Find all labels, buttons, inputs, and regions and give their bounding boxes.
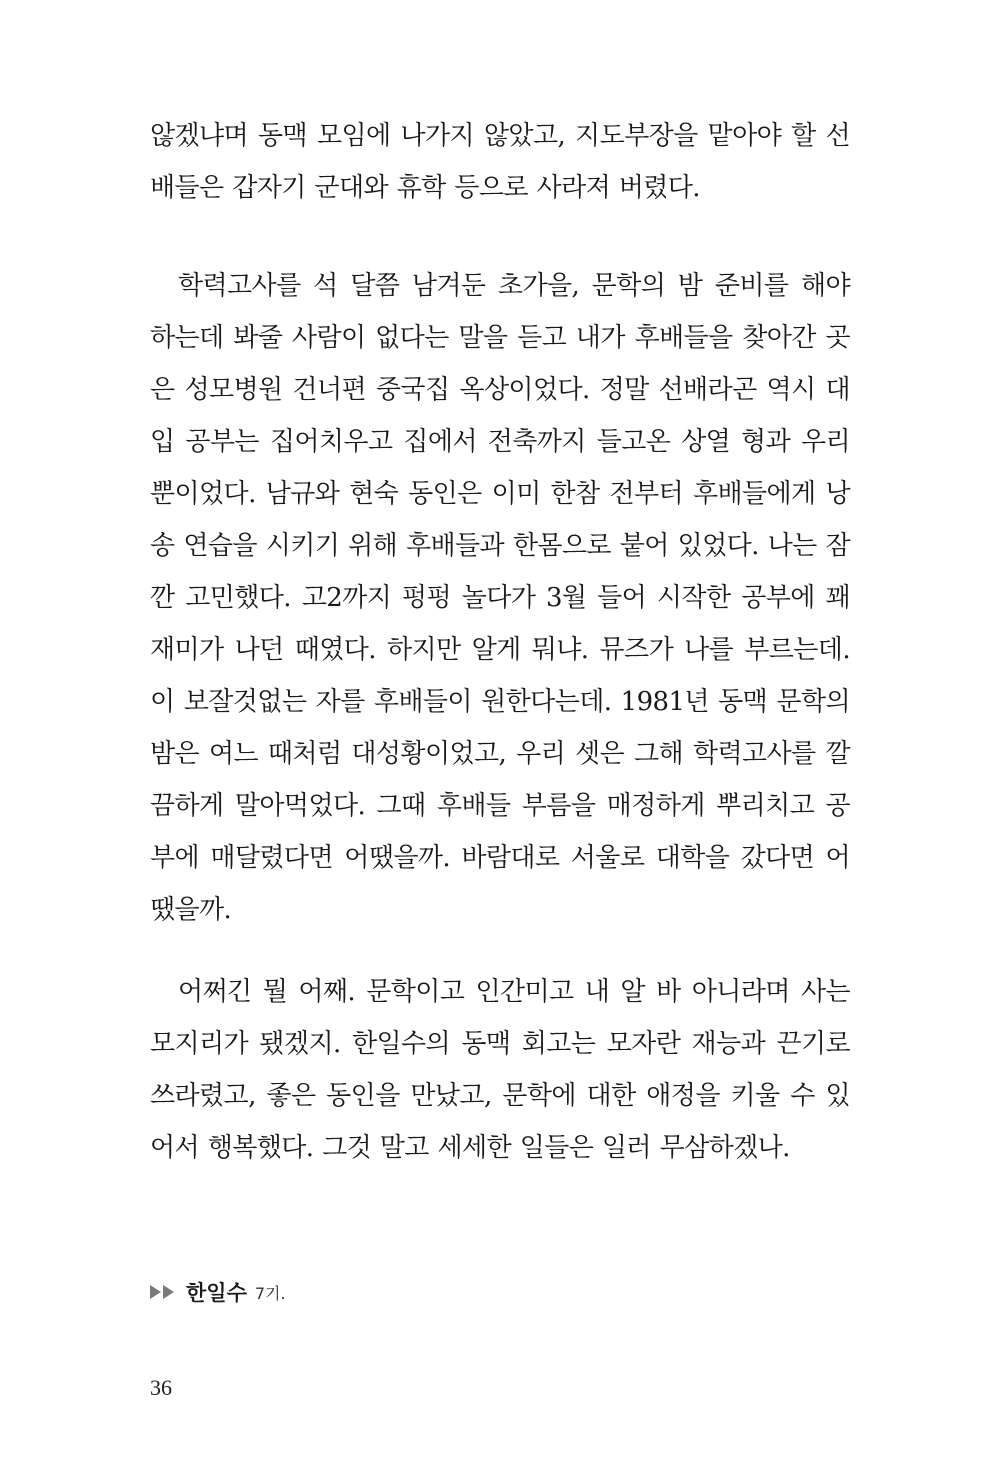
author-name: 한일수 xyxy=(186,1281,247,1305)
page-number: 36 xyxy=(150,1375,172,1400)
author-generation: 7기. xyxy=(254,1283,286,1303)
double-arrow-icon xyxy=(150,1285,176,1299)
paragraph-3: 어쩌긴 뭘 어째. 문학이고 인간미고 내 알 바 아니라며 사는 모지리가 됐겠지. 한일수의 동맥 회고는 모자란 재능과 끈기로 쓰라렸고, 좋은 동인을 만났고, 문학에 대한 애정을 키울 수 있어서 행복했다. 그것 말고 세세한 일들은 일러 무삼하겠나. xyxy=(150,977,850,1163)
author-note xyxy=(150,1277,286,1307)
paragraph-1: 않겠냐며 동맥 모임에 나가지 않았고, 지도부장을 맡아야 할 선배들은 갑자기 군대와 휴학 등으로 사라져 버렸다. xyxy=(150,121,850,203)
paragraph-2: 학력고사를 석 달쯤 남겨둔 초가을, 문학의 밤 준비를 해야 하는데 봐줄 사람이 없다는 말을 듣고 내가 후배들을 찾아간 곳은 성모병원 건너편 중국집 옥상이었다. 정말 선배라곤 역시 대입 공부는 집어치우고 집에서 전축까지 들고온 상열 형과 우리뿐이었다. 남규와 현숙 동인은 이미 한참 전부터 후배들에게 낭송 연습을 시키기 위해 후배들과 한몸으로 붙어 있었다. 나는 잠깐 고민했다. 고2까지 펑펑 놀다가 3월 들어 시작한 공부에 꽤 재미가 나던 때였다. 하지만 알게 뭐냐. 뮤즈가 나를 부르는데. 이 보잘것없는 자를 후배들이 원한다는데. 1981년 동맥 문학의 밤은 여느 때처럼 대성황이었고, 우리 셋은 그해 학력고사를 깔끔하게 말아먹었다. 그때 후배들 부름을 매정하게 뿌리치고 공부에 매달렸다면 어땠을까. 바람대로 서울로 대학을 갔다면 어땠을까. xyxy=(150,271,850,925)
